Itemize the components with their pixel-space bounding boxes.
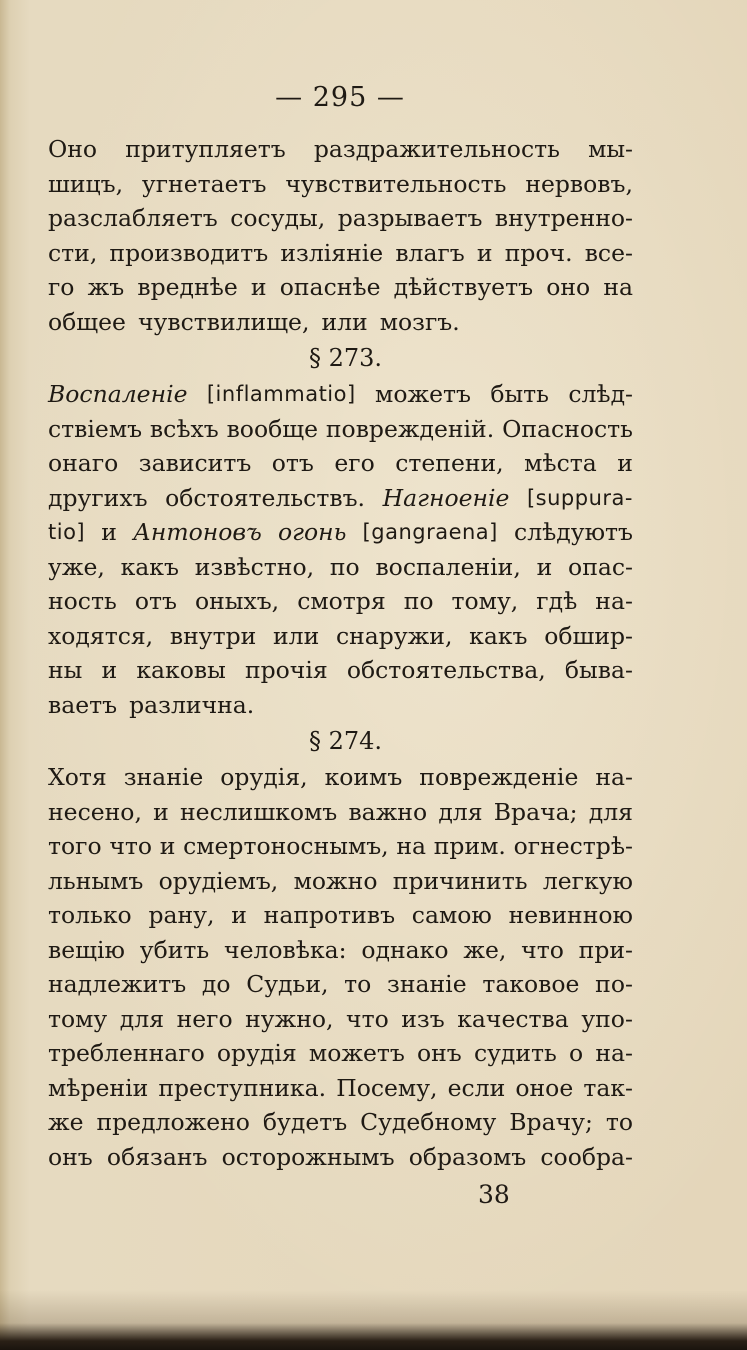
word: будетъ [262, 1108, 348, 1136]
word: [suppura- [526, 485, 633, 510]
word: вообще [226, 414, 319, 443]
word: [inflammatio] [206, 382, 356, 406]
word: обшир- [544, 621, 633, 650]
word: если [447, 1073, 506, 1102]
word: несено, [48, 797, 142, 826]
section-heading: § 273. [308, 344, 383, 372]
text-line [48, 377, 633, 412]
word: смертоноснымъ, [183, 832, 389, 860]
word: шицъ, [48, 169, 124, 198]
text-line [48, 412, 633, 447]
word: невинною [508, 901, 633, 929]
word: его [334, 449, 375, 477]
word: то [605, 1108, 633, 1136]
word: чувствилище, [137, 307, 310, 336]
word: него [176, 1004, 233, 1033]
word: сти, [48, 238, 98, 267]
word: поврежденіе [419, 763, 579, 791]
word: оное [515, 1073, 574, 1102]
word: разрываетъ [337, 204, 483, 232]
word: предложено [96, 1108, 250, 1136]
word: орудія, [220, 763, 308, 791]
text-line [48, 829, 633, 864]
word: нервовъ, [525, 169, 633, 198]
word: извѣстно, [194, 552, 315, 581]
word: прочія [244, 656, 328, 684]
text-line [48, 1036, 633, 1071]
word: и [153, 797, 169, 826]
word: изліяніе [280, 238, 384, 267]
word: надлежитъ [48, 970, 187, 998]
word: влагъ [395, 238, 465, 267]
word: онъ [417, 1039, 462, 1067]
word: мѣста [524, 449, 597, 477]
word: каковы [136, 656, 226, 684]
word: легкую [542, 866, 633, 895]
signature-mark: 38 [478, 1180, 510, 1209]
word: того [48, 832, 102, 860]
text-line [48, 550, 633, 585]
word: человѣка: [224, 935, 347, 964]
word: какъ [469, 621, 528, 650]
word: нужно, [245, 1004, 334, 1033]
word: Судебному [360, 1108, 497, 1136]
word: и [476, 238, 493, 267]
word: рану, [148, 901, 215, 929]
word: же [48, 1108, 84, 1136]
word: отъ [271, 449, 314, 477]
word: снаружи, [335, 621, 453, 650]
word: о [569, 1039, 584, 1067]
word: неслишкомъ [180, 797, 338, 826]
word: для [438, 797, 483, 826]
section-heading: § 274. [308, 727, 383, 755]
text-line [48, 236, 633, 271]
word: гдѣ [536, 587, 578, 615]
word: Судьи, [246, 970, 329, 998]
word: самою [411, 901, 492, 929]
word: что [346, 1004, 389, 1033]
word: образомъ [408, 1142, 527, 1171]
word: tio] [48, 520, 86, 544]
word: Хотя [48, 763, 107, 791]
word: Врача; [493, 797, 578, 826]
word: что [521, 935, 564, 964]
word: все- [584, 238, 633, 267]
word: Посему, [336, 1073, 438, 1102]
word: ны [48, 656, 83, 684]
word: знаніе [123, 763, 204, 791]
page-number: — 295 — [275, 82, 405, 113]
word: что [109, 832, 152, 860]
word: осторожнымъ [221, 1142, 395, 1171]
word: раздражительность [313, 135, 560, 163]
word: слѣд- [568, 380, 633, 408]
word: обстоятельства, [346, 656, 546, 684]
word: до [201, 970, 231, 998]
word: или [321, 307, 368, 336]
word: слѣдуютъ [514, 518, 633, 546]
word: орудія [216, 1039, 297, 1067]
word: оныхъ, [194, 587, 280, 615]
word: напротивъ [263, 901, 396, 929]
word: и [101, 518, 117, 546]
text-line [48, 201, 633, 236]
word: так- [583, 1073, 633, 1102]
word: [gangraena] [362, 520, 498, 544]
word: упо- [581, 1004, 633, 1033]
word: можетъ [308, 1039, 405, 1067]
word: и [617, 449, 633, 477]
word: и [250, 273, 267, 301]
word: онъ [48, 1142, 93, 1171]
word: обстоятельствъ. [165, 483, 365, 512]
word: важно [348, 797, 428, 826]
word: на [603, 273, 633, 301]
word: онаго [48, 449, 119, 477]
word: однако [361, 935, 449, 964]
text-line [48, 933, 633, 968]
word: на- [595, 587, 633, 615]
word: коимъ [324, 763, 403, 791]
word: причинить [392, 866, 528, 895]
word: огонь [277, 518, 347, 546]
word: уже, [48, 552, 105, 581]
word: убить [139, 935, 210, 964]
word: жъ [87, 273, 125, 301]
word: требленнаго [48, 1039, 205, 1067]
word: внутренно- [494, 204, 633, 232]
text-line [48, 1002, 633, 1037]
word: оно [546, 273, 591, 301]
word: ность [48, 587, 117, 615]
text-line [48, 132, 633, 167]
word: для [588, 797, 633, 826]
word: другихъ [48, 483, 148, 512]
word: Опасность [502, 414, 633, 443]
word: го [48, 273, 75, 301]
text-line [48, 481, 633, 516]
word: Врачу; [509, 1108, 593, 1136]
word: общее [48, 307, 126, 336]
word: только [48, 901, 132, 929]
text-line [48, 760, 633, 795]
word: мѣреніи [48, 1073, 149, 1102]
word: сообра- [540, 1142, 633, 1171]
word: по [403, 587, 434, 615]
text-line [48, 898, 633, 933]
word: Оно [48, 135, 98, 163]
text-line [48, 653, 633, 688]
word: знаніе [387, 970, 467, 998]
word: какъ [120, 552, 179, 581]
text-line [48, 1140, 633, 1175]
word: смотря [297, 587, 386, 615]
word: ствіемъ [48, 414, 143, 443]
word: обязанъ [106, 1142, 208, 1171]
word: можетъ [375, 380, 471, 408]
word: на- [595, 1039, 633, 1067]
word: ходятся, [48, 621, 154, 650]
word: по [329, 552, 360, 581]
word: на [396, 832, 427, 860]
text-line [48, 167, 633, 202]
word: орудіемъ, [158, 866, 279, 895]
word: быть [490, 380, 549, 408]
word: и [536, 552, 553, 581]
word: производитъ [109, 238, 269, 267]
word: вещію [48, 935, 125, 964]
text-line [48, 584, 633, 619]
word: мозгъ. [379, 307, 460, 336]
page-body-text [48, 132, 633, 1174]
word: огнестрѣ- [513, 832, 633, 860]
word: проч. [504, 238, 573, 267]
word: и [159, 832, 176, 860]
word: ваетъ [48, 690, 118, 719]
word: льнымъ [48, 866, 144, 895]
text-line [48, 619, 633, 654]
word: угнетаетъ [141, 169, 267, 198]
word: Воспаленіе [48, 380, 188, 408]
word: или [273, 621, 320, 650]
word: быва- [564, 656, 633, 684]
word: отъ [134, 587, 177, 615]
word: разслабляетъ [48, 204, 218, 232]
word: по- [595, 970, 633, 998]
word: судить [473, 1039, 557, 1067]
word: Нагноеніе [382, 483, 510, 512]
word: вреднѣе [137, 273, 238, 301]
word: чувствительность [285, 169, 507, 198]
word: мы- [588, 135, 633, 163]
word: прим. [433, 832, 506, 860]
word: тому [48, 1004, 108, 1033]
word: Антоновъ [133, 518, 262, 546]
word: таковое [482, 970, 580, 998]
word: на- [595, 763, 633, 791]
word: притупляетъ [125, 135, 286, 163]
word: же, [463, 935, 507, 964]
word: всѣхъ [149, 414, 219, 443]
text-line [48, 446, 633, 481]
word: и [231, 901, 247, 929]
text-line [48, 1105, 633, 1140]
word: опас- [568, 552, 633, 581]
word: при- [578, 935, 633, 964]
word: зависитъ [138, 449, 252, 477]
word: различна. [129, 690, 255, 719]
text-line [48, 270, 633, 305]
word: опаснѣе [279, 273, 381, 301]
word: сосуды, [230, 204, 326, 232]
word: дѣйствуетъ [393, 273, 534, 301]
word: внутри [169, 621, 257, 650]
text-line [48, 515, 633, 550]
text-line [48, 305, 633, 340]
text-line [48, 967, 633, 1002]
word: преступника. [158, 1073, 327, 1102]
word: можно [293, 866, 378, 895]
word: и [101, 656, 118, 684]
text-line [48, 864, 633, 899]
word: качества [457, 1004, 569, 1033]
word: изъ [401, 1004, 445, 1033]
text-line [48, 795, 633, 830]
word: поврежденій. [325, 414, 495, 443]
word: степени, [395, 449, 504, 477]
text-line [48, 688, 633, 723]
word: воспаленіи, [375, 552, 521, 581]
word: то [344, 970, 372, 998]
text-line [48, 1071, 633, 1106]
page-bottom-shadow [0, 1290, 747, 1350]
word: тому, [451, 587, 519, 615]
word: для [119, 1004, 165, 1033]
